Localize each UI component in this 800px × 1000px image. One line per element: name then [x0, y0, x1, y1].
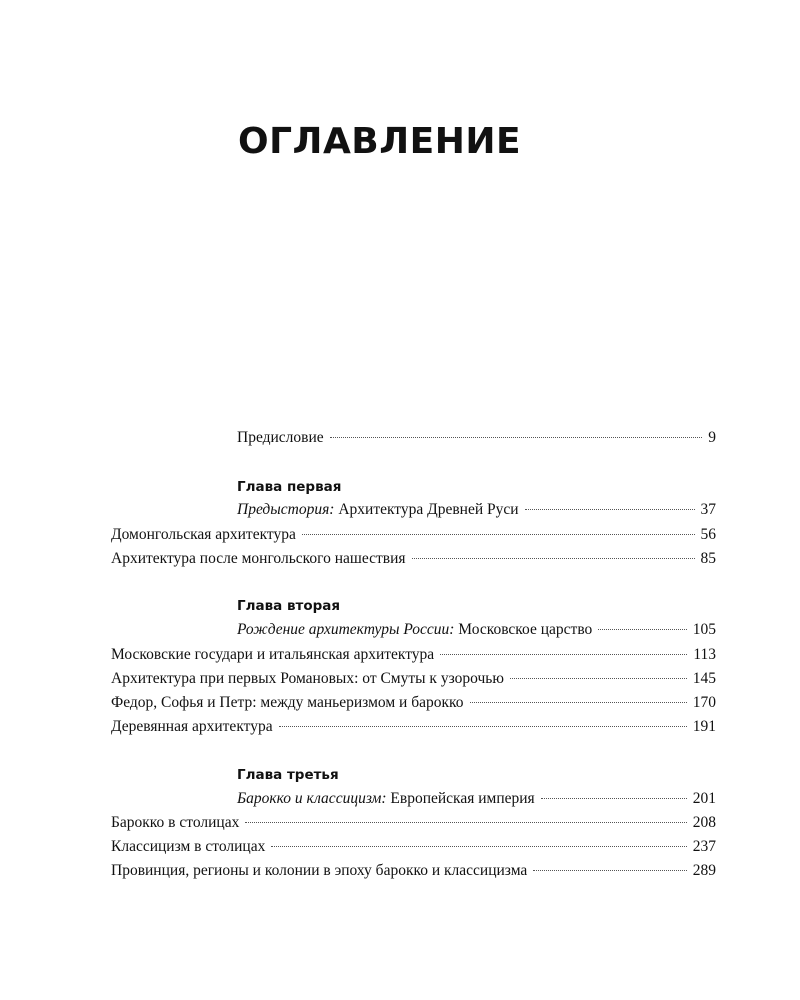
toc-page-number: 9: [708, 429, 716, 446]
toc-entry-title: Московские государи и итальянская архитектура: [111, 646, 435, 663]
toc-entry[interactable]: [111, 859, 716, 883]
dot-leader: [510, 678, 687, 679]
toc-page-number: 113: [693, 646, 716, 663]
toc-entry[interactable]: [111, 691, 716, 715]
page-title: ОГЛАВЛЕНИЕ: [238, 121, 522, 162]
toc-entry-chapter-intro[interactable]: [237, 787, 716, 811]
toc-entry[interactable]: [111, 643, 716, 667]
toc-entry-chapter-intro[interactable]: [237, 618, 716, 642]
toc-entry-italic-part: Рождение архитектуры России:: [237, 621, 455, 638]
toc-entry-italic-part: Предыстория:: [237, 501, 335, 518]
toc-entry-title: Предисловие: [237, 429, 324, 446]
dot-leader: [541, 798, 687, 799]
toc-entry[interactable]: [111, 715, 716, 739]
toc-entry-title: Классицизм в столицах: [111, 838, 266, 855]
toc-entry-title: Деревянная архитектура: [111, 718, 273, 735]
toc-entry-regular-part: Европейская империя: [386, 790, 535, 807]
toc-entry[interactable]: [111, 811, 716, 835]
dot-leader: [302, 534, 695, 535]
toc-entry-title: Барокко в столицах: [111, 814, 240, 831]
toc-entry[interactable]: [111, 523, 716, 547]
toc-entry[interactable]: [111, 835, 716, 859]
toc-entry-regular-part: Архитектура Древней Руси: [334, 501, 519, 518]
toc-page-number: 237: [692, 838, 716, 855]
chapter-heading: Глава вторая: [237, 598, 341, 614]
toc-page-number: 56: [700, 526, 716, 543]
toc-page-number: 208: [692, 814, 716, 831]
toc-entry-title: [237, 618, 592, 642]
dot-leader: [470, 702, 687, 703]
toc-entry-title: Архитектура при первых Романовых: от Смуты к узорочью: [111, 670, 504, 687]
toc-entry-title: [237, 787, 535, 811]
toc-page-number: 145: [692, 670, 716, 687]
toc-page-number: 191: [692, 718, 716, 735]
toc-entry-title: [237, 498, 519, 522]
toc-entry-chapter-intro[interactable]: [237, 498, 716, 522]
chapter-heading: Глава третья: [237, 767, 339, 783]
toc-entry[interactable]: [111, 667, 716, 691]
dot-leader: [279, 726, 687, 727]
toc-page-number: 105: [692, 621, 716, 638]
dot-leader: [412, 558, 695, 559]
toc-page-number: 170: [692, 694, 716, 711]
toc-page-number: 201: [692, 790, 716, 807]
toc-entry-title: Архитектура после монгольского нашествия: [111, 550, 406, 567]
dot-leader: [533, 870, 686, 871]
dot-leader: [245, 822, 686, 823]
toc-page-number: 289: [692, 862, 716, 879]
toc-entry-title: Провинция, регионы и колонии в эпоху барокко и классицизма: [111, 862, 528, 879]
dot-leader: [271, 846, 686, 847]
dot-leader: [330, 437, 703, 438]
toc-entry-italic-part: Барокко и классицизм:: [237, 790, 387, 807]
toc-page-number: 85: [700, 550, 716, 567]
toc-entry-title: Домонгольская архитектура: [111, 526, 296, 543]
chapter-heading: Глава первая: [237, 479, 342, 495]
toc-entry-preface[interactable]: [237, 426, 716, 450]
toc-page-number: 37: [700, 501, 716, 518]
toc-entry-title: Федор, Софья и Петр: между маньеризмом и барокко: [111, 694, 464, 711]
dot-leader: [598, 629, 686, 630]
toc-entry[interactable]: [111, 547, 716, 571]
toc-entry-regular-part: Московское царство: [454, 621, 593, 638]
dot-leader: [525, 509, 695, 510]
dot-leader: [440, 654, 687, 655]
